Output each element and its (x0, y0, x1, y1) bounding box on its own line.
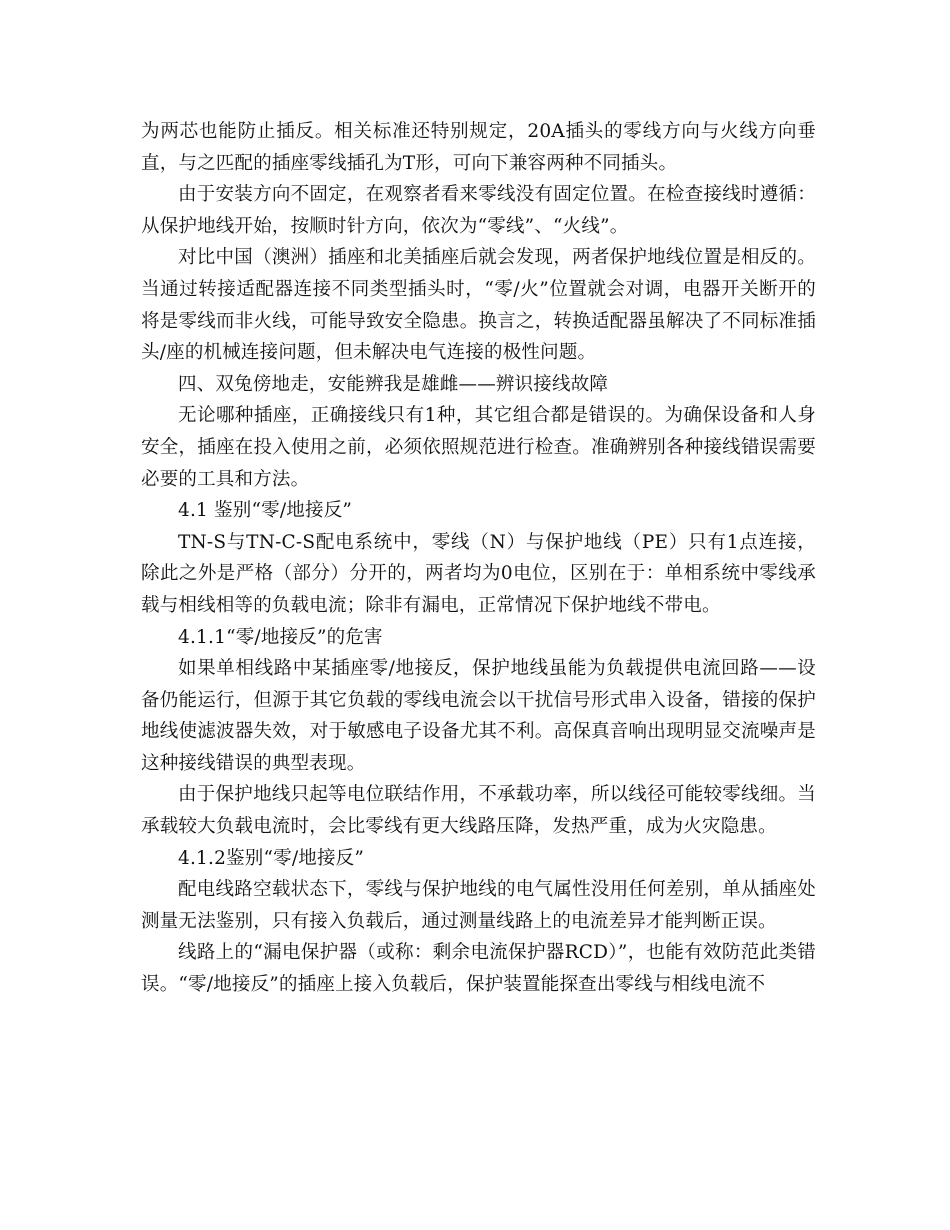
subsection-heading-4-1-2: 4.1.2鉴别“零/地接反” (178, 847, 365, 869)
paragraph-continuation: 为两芯也能防止插反。相关标准还特别规定，20A插头的零线方向与火线方向垂直，与之匹配的插座零线插孔为T形，可向下兼容两种不同插头。 (141, 121, 816, 174)
subsection-heading-4-1: 4.1 鉴别“零/地接反” (178, 500, 353, 522)
paragraph-tn-systems: TN-S与TN-C-S配电系统中，零线（N）与保护地线（PE）只有1点连接，除此之外是严格（部分）分开的，两者均为0电位，区别在于：单相系统中零线承载与相线相等的负载电流；除非有漏电，正常情况下保护地线不带电。 (141, 531, 816, 616)
paragraph-correct-wiring: 无论哪种插座，正确接线只有1种，其它组合都是错误的。为确保设备和人身安全，插座在投入使用之前，必须依照规范进行检查。准确辨别各种接线错误需要必要的工具和方法。 (141, 405, 816, 490)
paragraph-no-load-identification: 配电线路空载状态下，零线与保护地线的电气属性没用任何差别，单从插座处测量无法鉴别，只有接入负载后，通过测量线路上的电流差异才能判断正误。 (141, 879, 816, 932)
paragraph-ground-wire: 由于保护地线只起等电位联结作用，不承载功率，所以线径可能较零线细。当承载较大负载电流时，会比零线有更大线路压降，发热严重，成为火灾隐患。 (141, 784, 816, 838)
document-body (141, 116, 816, 1001)
paragraph-rcd-protection: 线路上的“漏电保护器（或称：剩余电流保护器RCD）”，也能有效防范此类错误。“零/地接反”的插座上接入负载后，保护装置能探查出零线与相线电流不 (141, 942, 816, 996)
subsection-heading-4-1-1: 4.1.1“零/地接反”的危害 (178, 626, 383, 648)
section-heading-4: 四、双兔傍地走，安能辨我是雄雌——辨识接线故障 (178, 373, 609, 395)
paragraph-adapter-polarity: 对比中国（澳洲）插座和北美插座后就会发现，两者保护地线位置是相反的。当通过转接适配器连接不同类型插头时，“零/火”位置就会对调，电器开关断开的将是零线而非火线，可能导致安全隐患。换言之，转换适配器虽解决了不同标准插头/座的机械连接问题，但未解决电气连接的极性问题。 (141, 247, 816, 364)
paragraph-hazard: 如果单相线路中某插座零/地接反，保护地线虽能为负载提供电流回路——设备仍能运行，但源于其它负载的零线电流会以干扰信号形式串入设备，错接的保护地线使滤波器失效，对于敏感电子设备尤其不利。高保真音响出现明显交流噪声是这种接线错误的典型表现。 (141, 658, 816, 774)
paragraph-installation-direction: 由于安装方向不固定，在观察者看来零线没有固定位置。在检查接线时遵循：从保护地线开始，按顺时针方向，依次为“零线”、“火线”。 (141, 184, 816, 237)
